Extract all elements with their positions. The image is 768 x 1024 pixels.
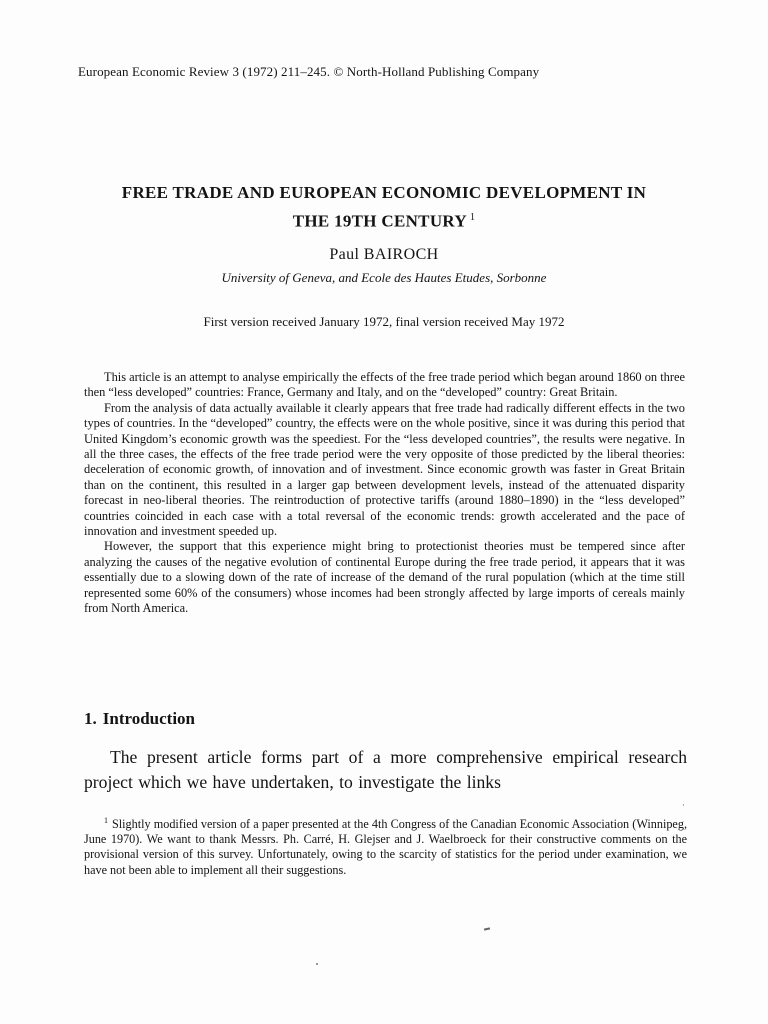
intro-paragraph: The present article forms part of a more comprehensive empirical research project which we have undertaken, to investigate the links	[84, 747, 687, 792]
journal-header: European Economic Review 3 (1972) 211–245. © North-Holland Publishing Company	[78, 64, 540, 79]
footnote-text: Slightly modified version of a paper presented at the 4th Congress of the Canadian Economic Association (Winnipeg, June 1970). We want to thank Messrs. Ph. Carré, H. Glejser and J. Waelbroeck for their constructive comments on the provisional version of this survey. Unfortunately, owing to the scarcity of statistics for the period under examination, we have not been able to implement all their suggestions.	[84, 817, 687, 877]
abstract	[84, 370, 685, 617]
section-heading	[84, 709, 195, 729]
section-number: 1.	[84, 709, 97, 728]
scan-speck	[484, 927, 490, 930]
stray-mark: ·	[682, 800, 685, 810]
title-footnote-marker[interactable]: 1	[469, 212, 476, 223]
article-title	[60, 180, 708, 234]
received-dates: First version received January 1972, final version received May 1972	[203, 314, 565, 329]
section-title: Introduction	[102, 709, 196, 728]
abstract-paragraph-1: This article is an attempt to analyse empirically the effects of the free trade period which began around 1860 on three then “less developed” countries: France, Germany and Italy, and on the “developed” country: Great Britain.	[84, 370, 685, 400]
title-line-1: FREE TRADE AND EUROPEAN ECONOMIC DEVELOPMENT IN	[121, 183, 647, 202]
footnote	[84, 813, 687, 878]
footnote-marker: 1	[104, 816, 108, 825]
author-affiliation: University of Geneva, and Ecole des Hautes Etudes, Sorbonne	[221, 270, 547, 285]
author-name: Paul BAIROCH	[329, 246, 439, 263]
title-line-2-text: THE 19TH CENTURY	[292, 211, 467, 231]
title-line-2	[60, 205, 708, 234]
scan-speck	[316, 963, 318, 965]
abstract-paragraph-2: From the analysis of data actually available it clearly appears that free trade had radically different effects in the two types of countries. In the “developed” country, the effects were on the whole positive, since it was during this period that United Kingdom’s economic growth was the speediest. For the “less developed countries”, the results were negative. In all the three cases, the effects of the free trade period were the very opposite of those predicted by the liberal theories: deceleration of economic growth, of innovation and of investment. Since economic growth was faster in Great Britain than on the continent, this resulted in a larger gap between development levels, instead of the attenuated disparity forecast in neo-liberal theories. The reintroduction of protective tariffs (around 1880–1890) in the “less developed” countries coincided in each case with a total reversal of the economic trends: growth accelerated and the pace of innovation and investment speeded up.	[84, 400, 685, 539]
abstract-paragraph-3: However, the support that this experience might bring to protectionist theories must be tempered since after analyzing the causes of the negative evolution of continental Europe during the free trade period, it appears that it was essentially due to a slowing down of the rate of increase of the demand of the rural population (which at the time still represented some 60% of the consumers) whose incomes had been strongly affected by large imports of cereals mainly from North America.	[84, 539, 685, 616]
